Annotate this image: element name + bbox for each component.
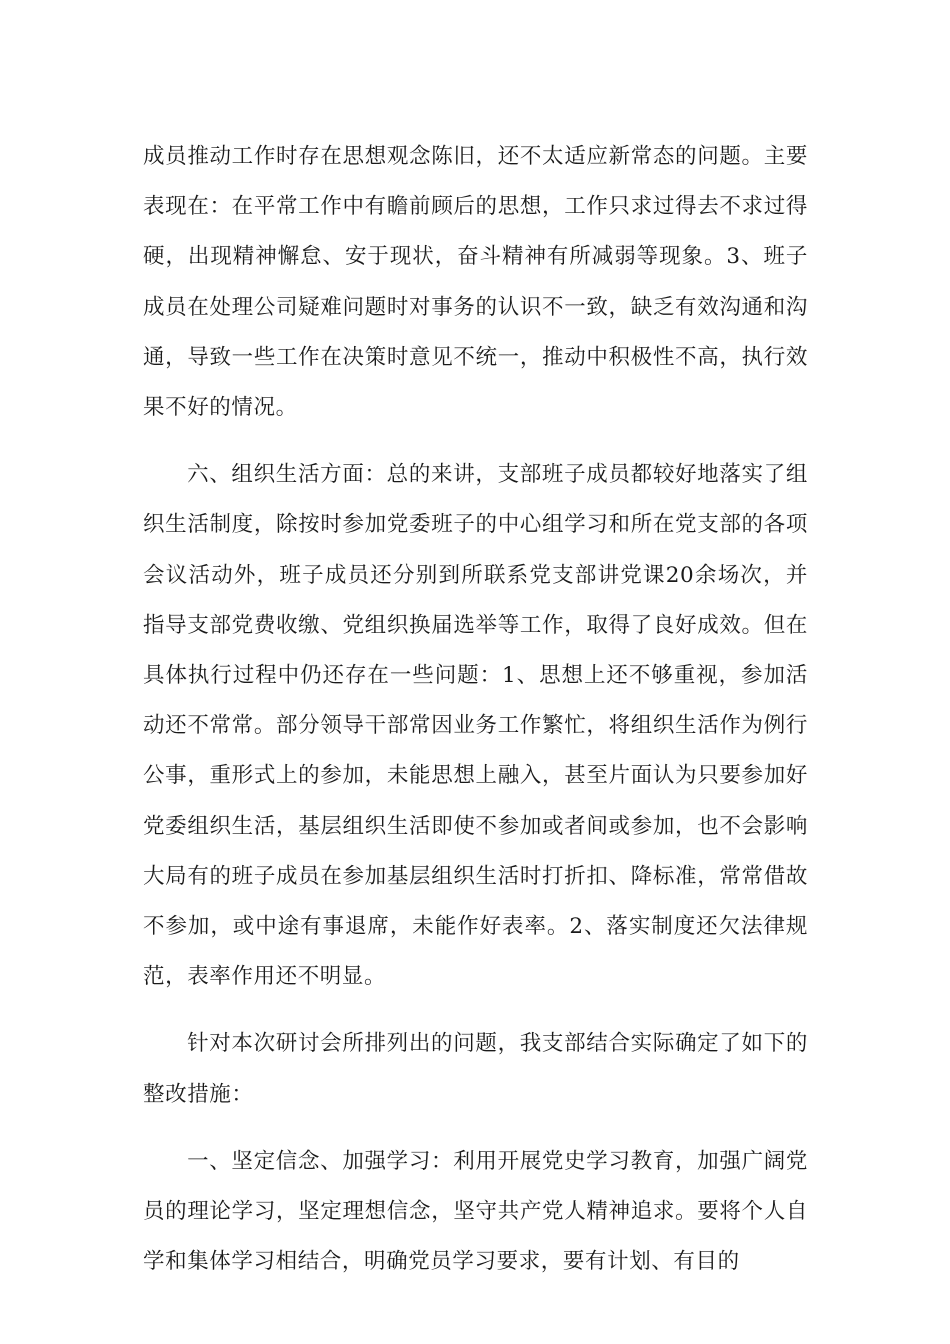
paragraph-organization-life: 六、组织生活方面：总的来讲，支部班子成员都较好地落实了组织生活制度，除按时参加党委班子的中心组学习和所在党支部的各项会议活动外，班子成员还分别到所联系党支部讲党课20余场次，并指导支部党费收缴、党组织换届选举等工作，取得了良好成效。但在具体执行过程中仍还存在一些问题：1、思想上还不够重视，参加活动还不常常。部分领导干部常因业务工作繁忙，将组织生活作为例行公事，重形式上的参加，未能思想上融入，甚至片面认为只要参加好党委组织生活，基层组织生活即使不参加或者间或参加，也不会影响大局有的班子成员在参加基层组织生活时打折扣、降标准，常常借故不参加，或中途有事退席，未能作好表率。2、落实制度还欠法律规范，表率作用还不明显。	[143, 462, 808, 990]
paragraph-continuation: 成员推动工作时存在思想观念陈旧，还不太适应新常态的问题。主要表现在：在平常工作中有瞻前顾后的思想，工作只求过得去不求过得硬，出现精神懈怠、安于现状，奋斗精神有所减弱等现象。3、班子成员在处理公司疑难问题时对事务的认识不一致，缺乏有效沟通和沟通，导致一些工作在决策时意见不统一，推动中积极性不高，执行效果不好的情况。	[143, 144, 808, 421]
paragraph-rectification-intro: 针对本次研讨会所排列出的问题，我支部结合实际确定了如下的整改措施：	[143, 1031, 808, 1107]
document-body	[143, 132, 808, 1304]
paragraph-measure-one: 一、坚定信念、加强学习：利用开展党史学习教育，加强广阔党员的理论学习，坚定理想信念，坚守共产党人精神追求。要将个人自学和集体学习相结合，明确党员学习要求，要有计划、有目的	[143, 1148, 808, 1275]
